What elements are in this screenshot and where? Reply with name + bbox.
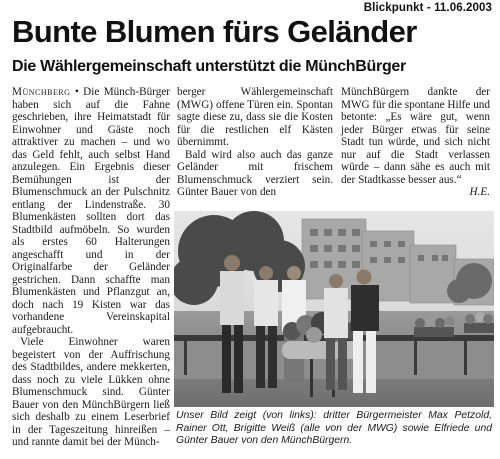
photo-caption: Unser Bild zeigt (von links): dritter Bürgermeister Max Petzold, Rainer Ott, Brigitte Weiß (alle von der MWG) sowie Elfriede und Günter Bauer von den MünchBürgern. [176,410,492,446]
paragraph [12,86,170,336]
article-column-1 [12,86,170,449]
article-headline: Bunte Blumen fürs Geländer [12,14,417,49]
article-subheadline: Die Wählergemeinschaft unterstützt die MünchBürger [12,58,406,75]
article-column-3 [341,86,490,199]
paragraph: berger Wählergemeinschaft (MWG) offene Türen ein. Spontan sagte diese zu, dass sie die Kosten für die restlichen elf Kästen übernimmt. [177,86,333,148]
paragraph: MünchBürgern dankte der MWG für die spontane Hilfe und betonte: „Es wäre gut, wenn jeder Bürger etwas für seine Stadt tun würde, und sich nicht nur auf die Stadt verlassen würde – dann sähe es auch mit der Stadtkasse besser aus.“ [341,86,490,186]
article-column-2 [177,86,333,199]
dateline: Münchberg [12,86,71,98]
paragraph-text: • Die Münch-Bürger haben sich auf die Fahne geschrieben, ihre Heimatstadt für Einwohner und Gäste noch attraktiver zu machen – und wo das Geld fehlt, auch selbst Hand anzulegen. Ein Ergebnis dieser Bemühungen ist der Blumenschmuck an der Pulschnitz entlang der Lindenstraße. 30 Blumenkästen sollten dort das Stadtbild aufmöbeln. So wurden als erstes 60 Halterungen angeschafft und in der Originalfarbe der Geländer gestrichen. Dann schaffte man Blumenkästen und Pflanzgut an, doch nach 19 Kisten war das vorhandene Vereinskapital aufgebraucht. [12,86,170,336]
article-photo [174,211,494,407]
paragraph: Viele Einwohner waren begeistert von der Auffrischung des Stadtbildes, andere mekkerten, dass noch zu viele Lükken ohne Blumenschmuck sind. Günter Bauer von den MünchBürgern ließ sich deshalb zu einem Leserbrief in der Tageszeitung hinreißen – und rannte damit bei der Münch- [12,336,170,448]
author-signature: H.E. [469,186,490,198]
photo-illustration [174,211,494,407]
source-date-line: Blickpunkt - 11.06.2003 [363,2,492,14]
paragraph: Bald wird also auch das ganze Geländer mit frischem Blumenschmuck verziert sein. Günter Bauer von den [177,148,333,198]
